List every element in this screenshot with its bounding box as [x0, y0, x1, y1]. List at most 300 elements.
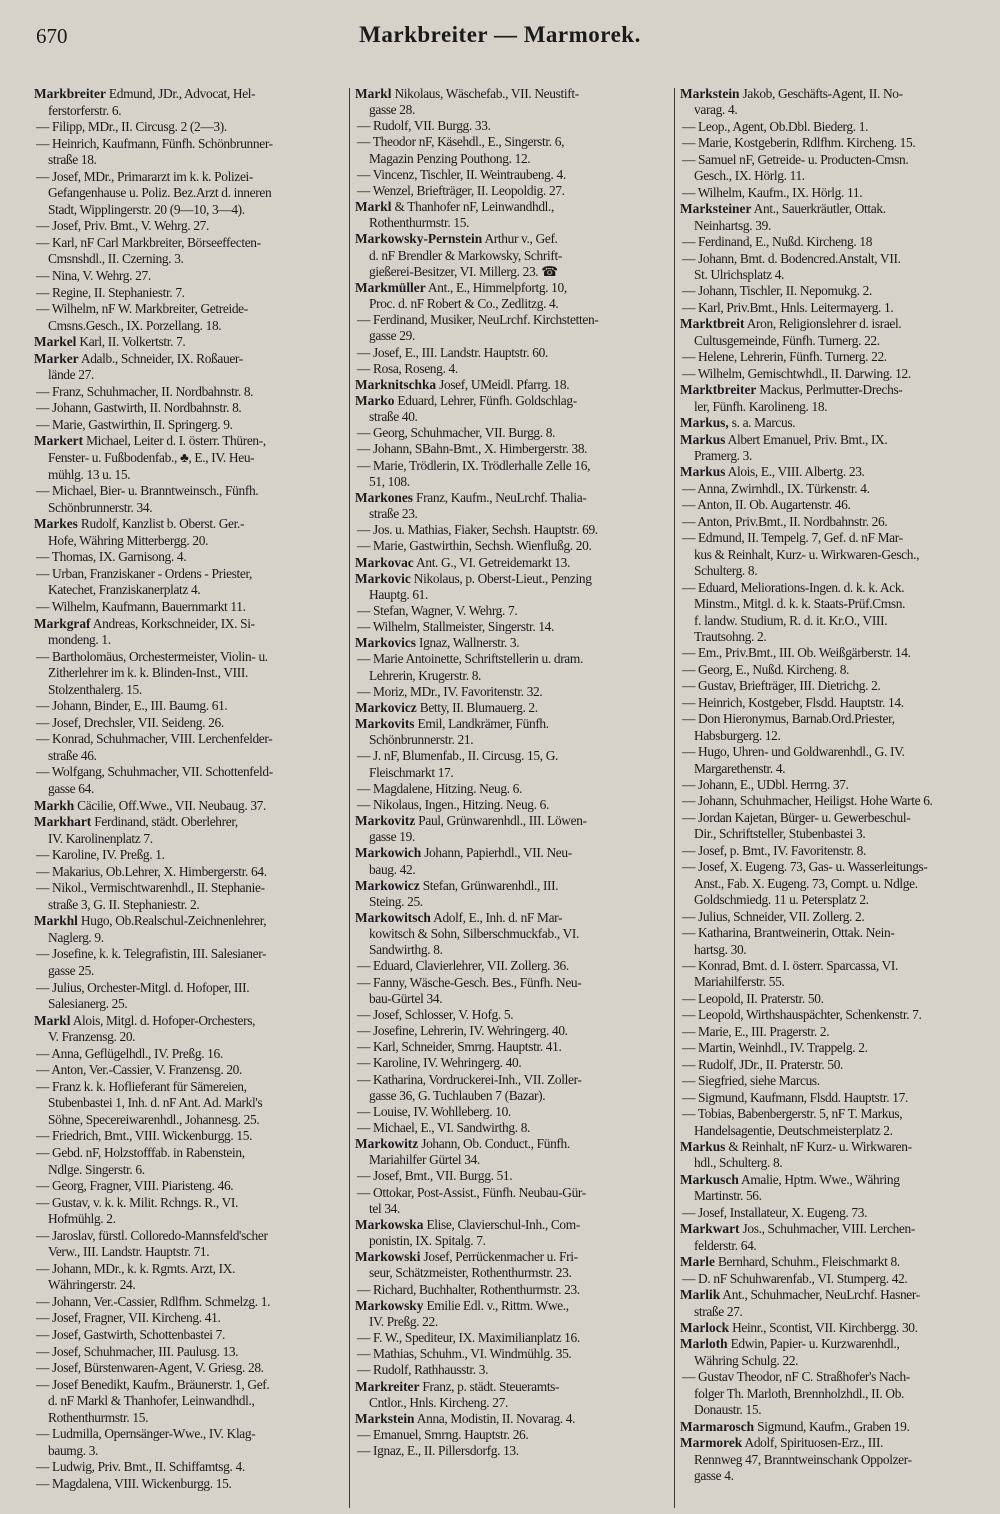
surname: Marktbreiter: [680, 382, 757, 398]
entry-text: Betty, II. Blumauerg. 2.: [416, 699, 538, 715]
entry-subline: — Johann, SBahn-Bmt., X. Himbergerstr. 38.: [357, 441, 588, 457]
entry-text: Heinr., Scontist, VII. Kirchbergg. 30.: [729, 1319, 918, 1335]
entry-subline: — Eduard, Meliorations-Ingen. d. k. k. Ack.: [682, 579, 905, 595]
entry-headword-line: [355, 845, 671, 861]
entry-subline: — Rudolf, VII. Burgg. 33.: [357, 118, 491, 134]
entry-text: Sigmund, Kaufm., Graben 19.: [754, 1418, 910, 1434]
entry-subline: — Anna, Zwirnhdl., IX. Türkenstr. 4.: [682, 480, 870, 496]
entry-headword-line: [34, 814, 346, 831]
entry-subline: — Jos. u. Mathias, Fiaker, Sechsh. Hauptstr. 69.: [357, 522, 598, 538]
entry-subline: — Johann, Ver.-Cassier, Rdlfhm. Schmelzg. 1.: [36, 1293, 271, 1309]
entry-subline: — Marie, Gastwirthin, Sechsh. Wienflußg. 20.: [357, 538, 592, 554]
entry-subline: — Ludwig, Priv. Bmt., II. Schiffamtsg. 4.: [36, 1459, 245, 1475]
entry-continuation: Anst., Fab. X. Eugeng. 73, Compt. u. Ndlge.: [694, 875, 918, 891]
entry-subline: — Josef, Installateur, X. Eugeng. 73.: [682, 1204, 868, 1220]
entry-continuation: Naglerg. 9.: [48, 929, 104, 945]
entry-subline: — Samuel nF, Getreide- u. Producten-Cmsn.: [682, 151, 909, 167]
entry-continuation: Minstm., Mitgl. d. k. k. Staats-Prüf.Cmsn.: [694, 596, 906, 612]
surname: Markbreiter: [34, 86, 106, 101]
entry-subline: — Tobias, Babenbergerstr. 5, nF T. Markus,: [682, 1106, 903, 1122]
entry-headword-line: [355, 635, 671, 651]
surname: Markovits: [355, 716, 415, 732]
entry-text: Bernhard, Schuhm., Fleischmarkt 8.: [714, 1254, 900, 1270]
entry-headword-line: [680, 1172, 992, 1188]
entry-subline: — Georg, Schuhmacher, VII. Burgg. 8.: [357, 425, 556, 441]
entry-continuation: gasse 19.: [369, 829, 415, 845]
entry-continuation: V. Franzensg. 20.: [48, 1029, 136, 1045]
entry-continuation: straße 40.: [369, 409, 418, 425]
entry-text: Paul, Grünwarenhdl., III. Löwen-: [415, 813, 587, 829]
entry-continuation: straße 27.: [694, 1303, 743, 1319]
entry-continuation: seur, Schätzmeister, Rothenthurmstr. 23.: [369, 1265, 572, 1281]
entry-subline: — Ferdinand, Musiker, NeuLrchf. Kirchstetten-: [357, 312, 599, 328]
entry-subline: — Hugo, Uhren- und Goldwarenhdl., G. IV.: [682, 744, 905, 760]
directory-column-3: [680, 86, 992, 1485]
entry-continuation: Schönbrunnerstr. 21.: [369, 732, 474, 748]
entry-headword-line: [355, 86, 671, 102]
entry-subline: — Josefine, k. k. Telegrafistin, III. Salesianer-: [36, 946, 267, 962]
entry-text: Hugo, Ob.Realschul-Zeichnenlehrer,: [77, 913, 267, 929]
entry-subline: — Gebd. nF, Holzstofffab. in Rabenstein,: [36, 1145, 245, 1160]
entry-subline: — Johann, Gastwirth, II. Nordbahnstr. 8.: [36, 400, 242, 416]
surname: Marker: [34, 350, 79, 366]
entry-continuation: gießerei-Besitzer, VI. Millerg. 23. ☎: [369, 263, 558, 279]
entry-headword-line: [680, 382, 992, 398]
entry-headword-line: [34, 86, 346, 103]
entry-text: Eduard, Lehrer, Fünfh. Goldschlag-: [394, 392, 577, 408]
entry-subline: — Regine, II. Stephaniestr. 7.: [36, 284, 185, 300]
entry-subline: — Gustav, Briefträger, III. Dietrichg. 2.: [682, 678, 881, 694]
entry-headword-line: [680, 1287, 992, 1303]
entry-subline: — Josef, MDr., Primararzt im k. k. Polizei-: [36, 168, 254, 184]
surname: Markes: [34, 516, 78, 532]
entry-continuation: Martinstr. 56.: [694, 1188, 762, 1204]
entry-subline: — Ottokar, Post-Assist., Fünfh. Neubau-Gür-: [357, 1184, 586, 1200]
entry-subline: — Karoline, IV. Wehringerg. 40.: [357, 1055, 522, 1071]
entry-continuation: Magazin Penzing Pouthong. 12.: [369, 150, 531, 166]
entry-headword-line: [680, 1336, 992, 1352]
entry-subline: — Magdalena, VIII. Wickenburgg. 15.: [36, 1475, 232, 1491]
entry-continuation: hartsg. 30.: [694, 941, 747, 957]
entry-text: Jos., Schuhmacher, VIII. Lerchen-: [739, 1221, 915, 1237]
entry-headword-line: [355, 1136, 671, 1152]
entry-subline: — Marie, Trödlerin, IX. Trödlerhalle Zelle 16,: [357, 457, 591, 473]
entry-continuation: Salesianerg. 25.: [48, 996, 128, 1012]
entry-subline: — Edmund, II. Tempelg. 7, Gef. d. nF Mar-: [682, 530, 903, 546]
entry-headword-line: [34, 351, 346, 368]
entry-subline: — Julius, Orchester-Mitgl. d. Hofoper, III.: [36, 979, 250, 995]
surname: Marmarosch: [680, 1418, 755, 1434]
entry-subline: — Johann, Tischler, II. Nepomukg. 2.: [682, 283, 872, 299]
surname: Markstein: [355, 1410, 415, 1426]
surname: Markones: [355, 489, 414, 505]
entry-continuation: Stubenbastei 1, Inh. d. nF Ant. Ad. Markl's: [48, 1095, 263, 1111]
entry-headword-line: [680, 464, 992, 480]
entry-continuation: gasse 29.: [369, 328, 415, 344]
entry-continuation: Steing. 25.: [369, 893, 423, 909]
entry-text: Cäcilie, Off.Wwe., VII. Neubaug. 37.: [74, 797, 267, 813]
entry-continuation: Mariahilferstr. 55.: [694, 974, 785, 990]
surname: Markl: [355, 199, 392, 215]
entry-text: Edwin, Papier- u. Kurzwarenhdl.,: [727, 1336, 900, 1352]
entry-headword-line: [680, 1139, 992, 1155]
entry-subline: — Anton, Priv.Bmt., II. Nordbahnstr. 26.: [682, 513, 888, 529]
entry-continuation: straße 23.: [369, 506, 418, 522]
entry-subline: — Anton, Ver.-Cassier, V. Franzensg. 20.: [36, 1062, 243, 1078]
directory-column-1: [34, 86, 346, 1492]
entry-text: Edmund, JDr., Advocat, Hel-: [105, 86, 256, 101]
surname: Markhart: [34, 814, 92, 830]
entry-headword-line: [355, 571, 671, 587]
entry-continuation: Ndlge. Singerstr. 6.: [48, 1161, 145, 1177]
entry-continuation: folger Th. Marloth, Brennholzhdl., II. Ob.: [694, 1385, 905, 1401]
entry-subline: — Marie Antoinette, Schriftstellerin u. dram.: [357, 651, 583, 667]
entry-subline: — D. nF Schuhwarenfab., VI. Stumperg. 42.: [682, 1270, 908, 1286]
entry-text: Franz, p. städt. Steueramts-: [419, 1378, 560, 1394]
entry-continuation: gasse 64.: [48, 780, 94, 796]
entry-subline: — Heinrich, Kaufmann, Fünfh. Schönbrunner-: [36, 135, 273, 151]
entry-text: Adolf, E., Inh. d. nF Mar-: [430, 909, 563, 925]
entry-text: s. a. Marcus.: [728, 415, 796, 431]
entry-subline: — Thomas, IX. Garnisong. 4.: [36, 549, 187, 565]
entry-headword-line: [355, 231, 671, 247]
surname: Markus,: [680, 415, 729, 431]
surname: Markel: [34, 334, 77, 350]
entry-text: Josef, UMeidl. Pfarrg. 18.: [436, 376, 570, 392]
entry-continuation: Cntlor., Hnls. Kircheng. 27.: [369, 1394, 508, 1410]
entry-headword-line: [355, 377, 671, 393]
surname: Marle: [680, 1254, 715, 1270]
surname: Marloth: [680, 1336, 728, 1352]
entry-continuation: Pramerg. 3.: [694, 447, 753, 463]
entry-subline: — Michael, E., VI. Sandwirthg. 8.: [357, 1120, 531, 1135]
entry-headword-line: [34, 913, 346, 930]
entry-headword-line: [680, 432, 992, 448]
entry-continuation: straße 18.: [48, 152, 97, 168]
entry-text: Ignaz, Wallnerstr. 3.: [416, 635, 520, 651]
entry-continuation: Währing Schulg. 22.: [694, 1352, 799, 1368]
entry-text: Ant., Schuhmacher, NeuLrchf. Hasner-: [720, 1287, 920, 1303]
entry-text: Michael, Leiter d. I. österr. Thüren-,: [83, 433, 266, 449]
entry-text: Andreas, Korkschneider, IX. Si-: [90, 615, 255, 631]
entry-text: Josef, Perrückenmacher u. Fri-: [420, 1249, 578, 1265]
entry-headword-line: [355, 393, 671, 409]
entry-subline: — Leop., Agent, Ob.Dbl. Biederg. 1.: [682, 118, 869, 134]
entry-continuation: Habsburgerg. 12.: [694, 727, 781, 743]
surname: Markowska: [355, 1216, 424, 1232]
entry-continuation: straße 3, G. II. Stephaniestr. 2.: [48, 896, 200, 912]
entry-text: Alois, E., VIII. Albertg. 23.: [725, 464, 865, 480]
entry-continuation: Donaustr. 15.: [694, 1402, 762, 1418]
directory-column-2: [355, 86, 671, 1459]
entry-subline: — Josef, Priv. Bmt., V. Wehrg. 27.: [36, 218, 210, 234]
entry-continuation: Währingerstr. 24.: [48, 1277, 136, 1293]
entry-text: Aron, Religionslehrer d. israel.: [744, 316, 902, 332]
entry-continuation: Neinhartsg. 39.: [694, 217, 771, 233]
entry-text: Nikolaus, Wäschefab., VII. Neustift-: [391, 86, 579, 101]
entry-subline: — Josef Benedikt, Kaufm., Bräunerstr. 1, Gef.: [36, 1376, 270, 1392]
column-divider: [349, 88, 350, 1508]
entry-headword-line: [34, 1013, 346, 1030]
entry-headword-line: [34, 334, 346, 351]
entry-text: Emil, Landkrämer, Fünfh.: [414, 716, 549, 732]
entry-continuation: Hauptg. 61.: [369, 586, 429, 602]
entry-text: Amalie, Hptm. Wwe., Währing: [738, 1171, 900, 1187]
entry-headword-line: [355, 1249, 671, 1265]
entry-continuation: ponistin, IX. Spitalg. 7.: [369, 1233, 486, 1249]
entry-text: Emilie Edl. v., Rittm. Wwe.,: [423, 1297, 569, 1313]
entry-subline: — Josef, Schuhmacher, III. Paulusg. 13.: [36, 1343, 239, 1359]
entry-text: Franz, Kaufm., NeuLrchf. Thalia-: [413, 489, 587, 505]
entry-continuation: mondeng. 1.: [48, 632, 111, 648]
entry-subline: — Marie, Gastwirthin, II. Springerg. 9.: [36, 416, 233, 432]
page-number: 670: [36, 24, 68, 48]
entry-subline: — Martin, Weinhdl., IV. Trappelg. 2.: [682, 1040, 868, 1056]
entry-subline: — Jordan Kajetan, Bürger- u. Gewerbeschul-: [682, 809, 911, 825]
entry-continuation: Rothenthurmstr. 15.: [48, 1409, 149, 1425]
entry-subline: — Franz k. k. Hoflieferant für Sämereien,: [36, 1078, 247, 1094]
entry-continuation: ler, Fünfh. Karolineng. 18.: [694, 398, 828, 414]
entry-continuation: bau-Gürtel 34.: [369, 990, 443, 1006]
surname: Marlik: [680, 1287, 721, 1303]
entry-text: Jakob, Geschäfts-Agent, II. No-: [739, 86, 903, 101]
entry-subline: — Josef, Drechsler, VII. Seideng. 26.: [36, 714, 224, 730]
entry-continuation: f. landw. Studium, R. d. it. Kr.O., VIII.: [694, 612, 888, 628]
entry-text: Rudolf, Kanzlist b. Oberst. Ger.-: [77, 516, 245, 532]
entry-continuation: gasse 28.: [369, 102, 415, 118]
entry-subline: — Rudolf, JDr., II. Praterstr. 50.: [682, 1056, 844, 1072]
entry-subline: — Louise, IV. Wohlleberg. 10.: [357, 1103, 511, 1119]
entry-text: Adolf, Spirituosen-Erz., III.: [742, 1435, 884, 1451]
entry-subline: — Ferdinand, E., Nußd. Kircheng. 18: [682, 234, 873, 250]
entry-headword-line: [34, 616, 346, 633]
entry-continuation: Handelsagentie, Deutschmeisterplatz 2.: [694, 1122, 893, 1138]
entry-subline: — Leopold, II. Praterstr. 50.: [682, 990, 824, 1006]
entry-subline: — Wilhelm, nF W. Markbreiter, Getreide-: [36, 301, 248, 317]
surname: Marktbreit: [680, 316, 745, 332]
entry-headword-line: [355, 490, 671, 506]
entry-text: Johann, Papierhdl., VII. Neu-: [421, 845, 572, 861]
entry-continuation: kowitsch & Sohn, Silberschmuckfab., VI.: [369, 926, 580, 942]
entry-headword-line: [355, 280, 671, 296]
entry-continuation: varag. 4.: [694, 102, 738, 118]
entry-headword-line: [355, 555, 671, 571]
entry-subline: — Josef, E., III. Landstr. Hauptstr. 60.: [357, 344, 548, 360]
entry-headword-line: [680, 201, 992, 217]
entry-continuation: 51, 108.: [369, 473, 410, 489]
surname: Markl: [355, 86, 392, 101]
entry-continuation: Katechet, Franziskanerplatz 4.: [48, 582, 201, 598]
entry-subline: — Moriz, MDr., IV. Favoritenstr. 32.: [357, 683, 543, 699]
entry-headword-line: [34, 433, 346, 450]
surname: Markert: [34, 433, 84, 449]
entry-continuation: Goldschmiedg. 11 u. Petersplatz 2.: [694, 892, 869, 908]
entry-continuation: kus & Reinhalt, Kurz- u. Wirkwaren-Gesch.,: [694, 546, 920, 562]
surname: Markowitsch: [355, 909, 431, 925]
entry-subline: — Ludmilla, Opernsänger-Wwe., IV. Klag-: [36, 1426, 256, 1442]
entry-subline: — Rosa, Roseng. 4.: [357, 360, 458, 376]
entry-headword-line: [680, 86, 992, 102]
entry-subline: — Rudolf, Rathhausstr. 3.: [357, 1362, 489, 1378]
surname: Marknitschka: [355, 376, 437, 392]
entry-subline: — Leopold, Wirthshauspächter, Schenkenstr. 7.: [682, 1007, 922, 1023]
entry-text: Ant. G., VI. Getreidemarkt 13.: [413, 554, 571, 570]
surname: Markus: [680, 464, 726, 480]
entry-continuation: IV. Karolinenplatz 7.: [48, 830, 153, 846]
surname: Markowitz: [355, 1136, 419, 1152]
entry-continuation: IV. Preßg. 22.: [369, 1313, 438, 1329]
entry-text: & Thanhofer nF, Leinwandhdl.,: [391, 199, 555, 215]
entry-subline: — Emanuel, Smrng. Hauptstr. 26.: [357, 1426, 529, 1442]
surname: Marlock: [680, 1319, 730, 1335]
surname: Markovics: [355, 635, 416, 651]
surname: Markowski: [355, 1249, 421, 1265]
entry-continuation: gasse 25.: [48, 962, 94, 978]
surname: Markh: [34, 797, 75, 813]
entry-subline: — Theodor nF, Käsehdl., E., Singerstr. 6,: [357, 134, 565, 150]
entry-text: Albert Emanuel, Priv. Bmt., IX.: [725, 431, 888, 447]
entry-subline: — Marie, Kostgeberin, Rdlfhm. Kircheng. 15.: [682, 135, 916, 151]
entry-continuation: hdl., Schulterg. 8.: [694, 1155, 783, 1171]
entry-continuation: Schulterg. 8.: [694, 563, 758, 579]
entry-headword-line: [34, 516, 346, 533]
surname: Markreiter: [355, 1378, 420, 1394]
surname: Markowicz: [355, 877, 420, 893]
surname: Markowsky: [355, 1297, 424, 1313]
entry-headword-line: [34, 798, 346, 815]
entry-subline: — Bartholomäus, Orchestermeister, Violin- u.: [36, 648, 268, 664]
entry-subline: — Nikol., Vermischtwarenhdl., II. Stephanie-: [36, 880, 265, 896]
entry-continuation: Gesch., IX. Hörlg. 11.: [694, 168, 805, 184]
entry-subline: — Wenzel, Briefträger, II. Leopoldig. 27.: [357, 182, 565, 198]
entry-headword-line: [680, 1419, 992, 1435]
entry-subline: — Michael, Bier- u. Branntweinsch., Fünfh.: [36, 483, 259, 499]
entry-subline: — Josef, Schlosser, V. Hofg. 5.: [357, 1006, 514, 1022]
entry-continuation: Stolzenthalerg. 15.: [48, 681, 142, 697]
entry-continuation: Rennweg 47, Branntweinschank Oppolzer-: [694, 1451, 912, 1467]
entry-subline: — Georg, Fragner, VIII. Piaristeng. 46.: [36, 1178, 234, 1194]
entry-headword-line: [355, 878, 671, 894]
entry-continuation: St. Ulrichsplatz 4.: [694, 266, 785, 282]
entry-text: Arthur v., Gef.: [482, 231, 558, 247]
entry-subline: — Konrad, Schuhmacher, VIII. Lerchenfelder-: [36, 731, 273, 747]
entry-continuation: Fleischmarkt 17.: [369, 764, 454, 780]
entry-subline: — Johann, MDr., k. k. Rgmts. Arzt, IX.: [36, 1260, 236, 1276]
entry-text: Elise, Clavierschul-Inh., Com-: [423, 1216, 580, 1232]
entry-continuation: mühlg. 13 u. 15.: [48, 466, 131, 482]
surname: Markhl: [34, 913, 78, 929]
entry-subline: — Wilhelm, Kaufm., IX. Hörlg. 11.: [682, 184, 863, 200]
entry-subline: — Stefan, Wagner, V. Wehrg. 7.: [357, 603, 518, 618]
entry-continuation: Rothenthurmstr. 15.: [369, 215, 470, 231]
entry-subline: — Sigmund, Kaufmann, Flsdd. Hauptstr. 17.: [682, 1089, 908, 1105]
entry-continuation: Cultusgemeinde, Fünfh. Turnerg. 22.: [694, 332, 880, 348]
surname: Markovic: [355, 570, 411, 586]
surname: Marksteiner: [680, 201, 752, 217]
entry-subline: — Gustav Theodor, nF C. Straßhofer's Nach-: [682, 1369, 910, 1385]
entry-text: Karl, II. Volkertstr. 7.: [76, 334, 186, 350]
entry-text: Ant., E., Himmelpfortg. 10,: [425, 279, 567, 295]
entry-subline: — Georg, E., Nußd. Kircheng. 8.: [682, 661, 850, 677]
entry-continuation: gasse 4.: [694, 1468, 734, 1484]
entry-headword-line: [355, 700, 671, 716]
entry-continuation: Sandwirthg. 8.: [369, 942, 443, 958]
surname: Markgraf: [34, 615, 91, 631]
surname: Markowsky-Pernstein: [355, 231, 483, 247]
surname: Marmorek: [680, 1435, 743, 1451]
entry-subline: — Gustav, v. k. k. Milit. Rchngs. R., VI.: [36, 1194, 239, 1210]
entry-subline: — Franz, Schuhmacher, II. Nordbahnstr. 8.: [36, 383, 254, 399]
entry-headword-line: [680, 1320, 992, 1336]
entry-continuation: Hofe, Währing Mitterbergg. 20.: [48, 532, 209, 548]
entry-subline: — Nina, V. Wehrg. 27.: [36, 268, 151, 284]
column-divider: [674, 88, 675, 1508]
entry-subline: — Wilhelm, Stallmeister, Singerstr. 14.: [357, 619, 555, 635]
surname: Markovac: [355, 554, 414, 570]
entry-subline: — Eduard, Clavierlehrer, VII. Zollerg. 36.: [357, 958, 569, 974]
surname: Markus: [680, 431, 726, 447]
entry-subline: — Karl, Schneider, Smrng. Hauptstr. 41.: [357, 1039, 562, 1055]
entry-subline: — Marie, E., III. Pragerstr. 2.: [682, 1023, 830, 1039]
page-title: Markbreiter — Marmorek.: [359, 22, 641, 47]
entry-subline: — Julius, Schneider, VII. Zollerg. 2.: [682, 908, 865, 924]
entry-headword-line: [355, 813, 671, 829]
entry-headword-line: [355, 1217, 671, 1233]
entry-subline: — Richard, Buchhalter, Rothenthurmstr. 23.: [357, 1281, 580, 1297]
entry-subline: — Karoline, IV. Preßg. 1.: [36, 847, 165, 863]
entry-headword-line: [680, 1221, 992, 1237]
entry-continuation: straße 46.: [48, 747, 97, 763]
entry-subline: — Johann, Schuhmacher, Heiligst. Hohe Warte 6.: [682, 793, 933, 809]
entry-continuation: Fenster- u. Fußbodenfab., ♣, E., IV. Heu-: [48, 450, 255, 466]
entry-subline: — Johann, Bmt. d. Bodencred.Anstalt, VII.: [682, 250, 901, 266]
entry-continuation: gasse 36, G. Tuchlauben 7 (Bazar).: [369, 1087, 546, 1103]
surname: Markowich: [355, 845, 422, 861]
entry-headword-line: [680, 1254, 992, 1270]
surname: Markovitz: [355, 813, 416, 829]
entry-headword-line: [680, 316, 992, 332]
surname: Markus: [680, 1139, 726, 1154]
entry-subline: — Wilhelm, Kaufmann, Bauernmarkt 11.: [36, 598, 246, 614]
entry-subline: — Johann, E., UDbl. Herrng. 37.: [682, 777, 849, 793]
entry-continuation: Proc. d. nF Robert & Co., Zedlitzg. 4.: [369, 296, 559, 312]
entry-subline: — F. W., Spediteur, IX. Maximilianplatz 16.: [357, 1330, 580, 1346]
entry-continuation: Lehrerin, Krugerstr. 8.: [369, 667, 482, 683]
entry-subline: — Katharina, Brantweinerin, Ottak. Nein-: [682, 925, 895, 941]
entry-subline: — Josefine, Lehrerin, IV. Wehringerg. 40.: [357, 1023, 568, 1039]
entry-continuation: Hofmühlg. 2.: [48, 1211, 116, 1227]
entry-continuation: lände 27.: [48, 367, 94, 383]
entry-continuation: Schönbrunnerstr. 34.: [48, 499, 153, 515]
entry-headword-line: [355, 199, 671, 215]
entry-text: Anna, Modistin, II. Novarag. 4.: [414, 1410, 576, 1426]
entry-subline: — Josef, Bmt., VII. Burgg. 51.: [357, 1168, 513, 1184]
surname: Markwart: [680, 1221, 740, 1237]
entry-headword-line: [680, 415, 992, 431]
entry-text: Ferdinand, städt. Oberlehrer,: [91, 814, 238, 830]
entry-continuation: d. nF Markl & Thanhofer, Leinwandhdl.,: [48, 1393, 255, 1409]
entry-continuation: baumg. 3.: [48, 1442, 99, 1458]
entry-continuation: tel 34.: [369, 1200, 401, 1216]
entry-headword-line: [355, 910, 671, 926]
entry-subline: — Josef, Gastwirth, Schottenbastei 7.: [36, 1327, 225, 1343]
entry-subline: — Konrad, Bmt. d. I. österr. Sparcassa, VI.: [682, 958, 899, 974]
entry-subline: — Nikolaus, Ingen., Hitzing. Neug. 6.: [357, 796, 549, 812]
entry-continuation: Gefangenhause u. Poliz. Bez.Arzt d. inneren: [48, 185, 272, 201]
entry-text: Nikolaus, p. Oberst-Lieut., Penzing: [410, 570, 592, 586]
entry-headword-line: [680, 1435, 992, 1451]
entry-continuation: Cmsnshdl., II. Czerning. 3.: [48, 251, 184, 267]
